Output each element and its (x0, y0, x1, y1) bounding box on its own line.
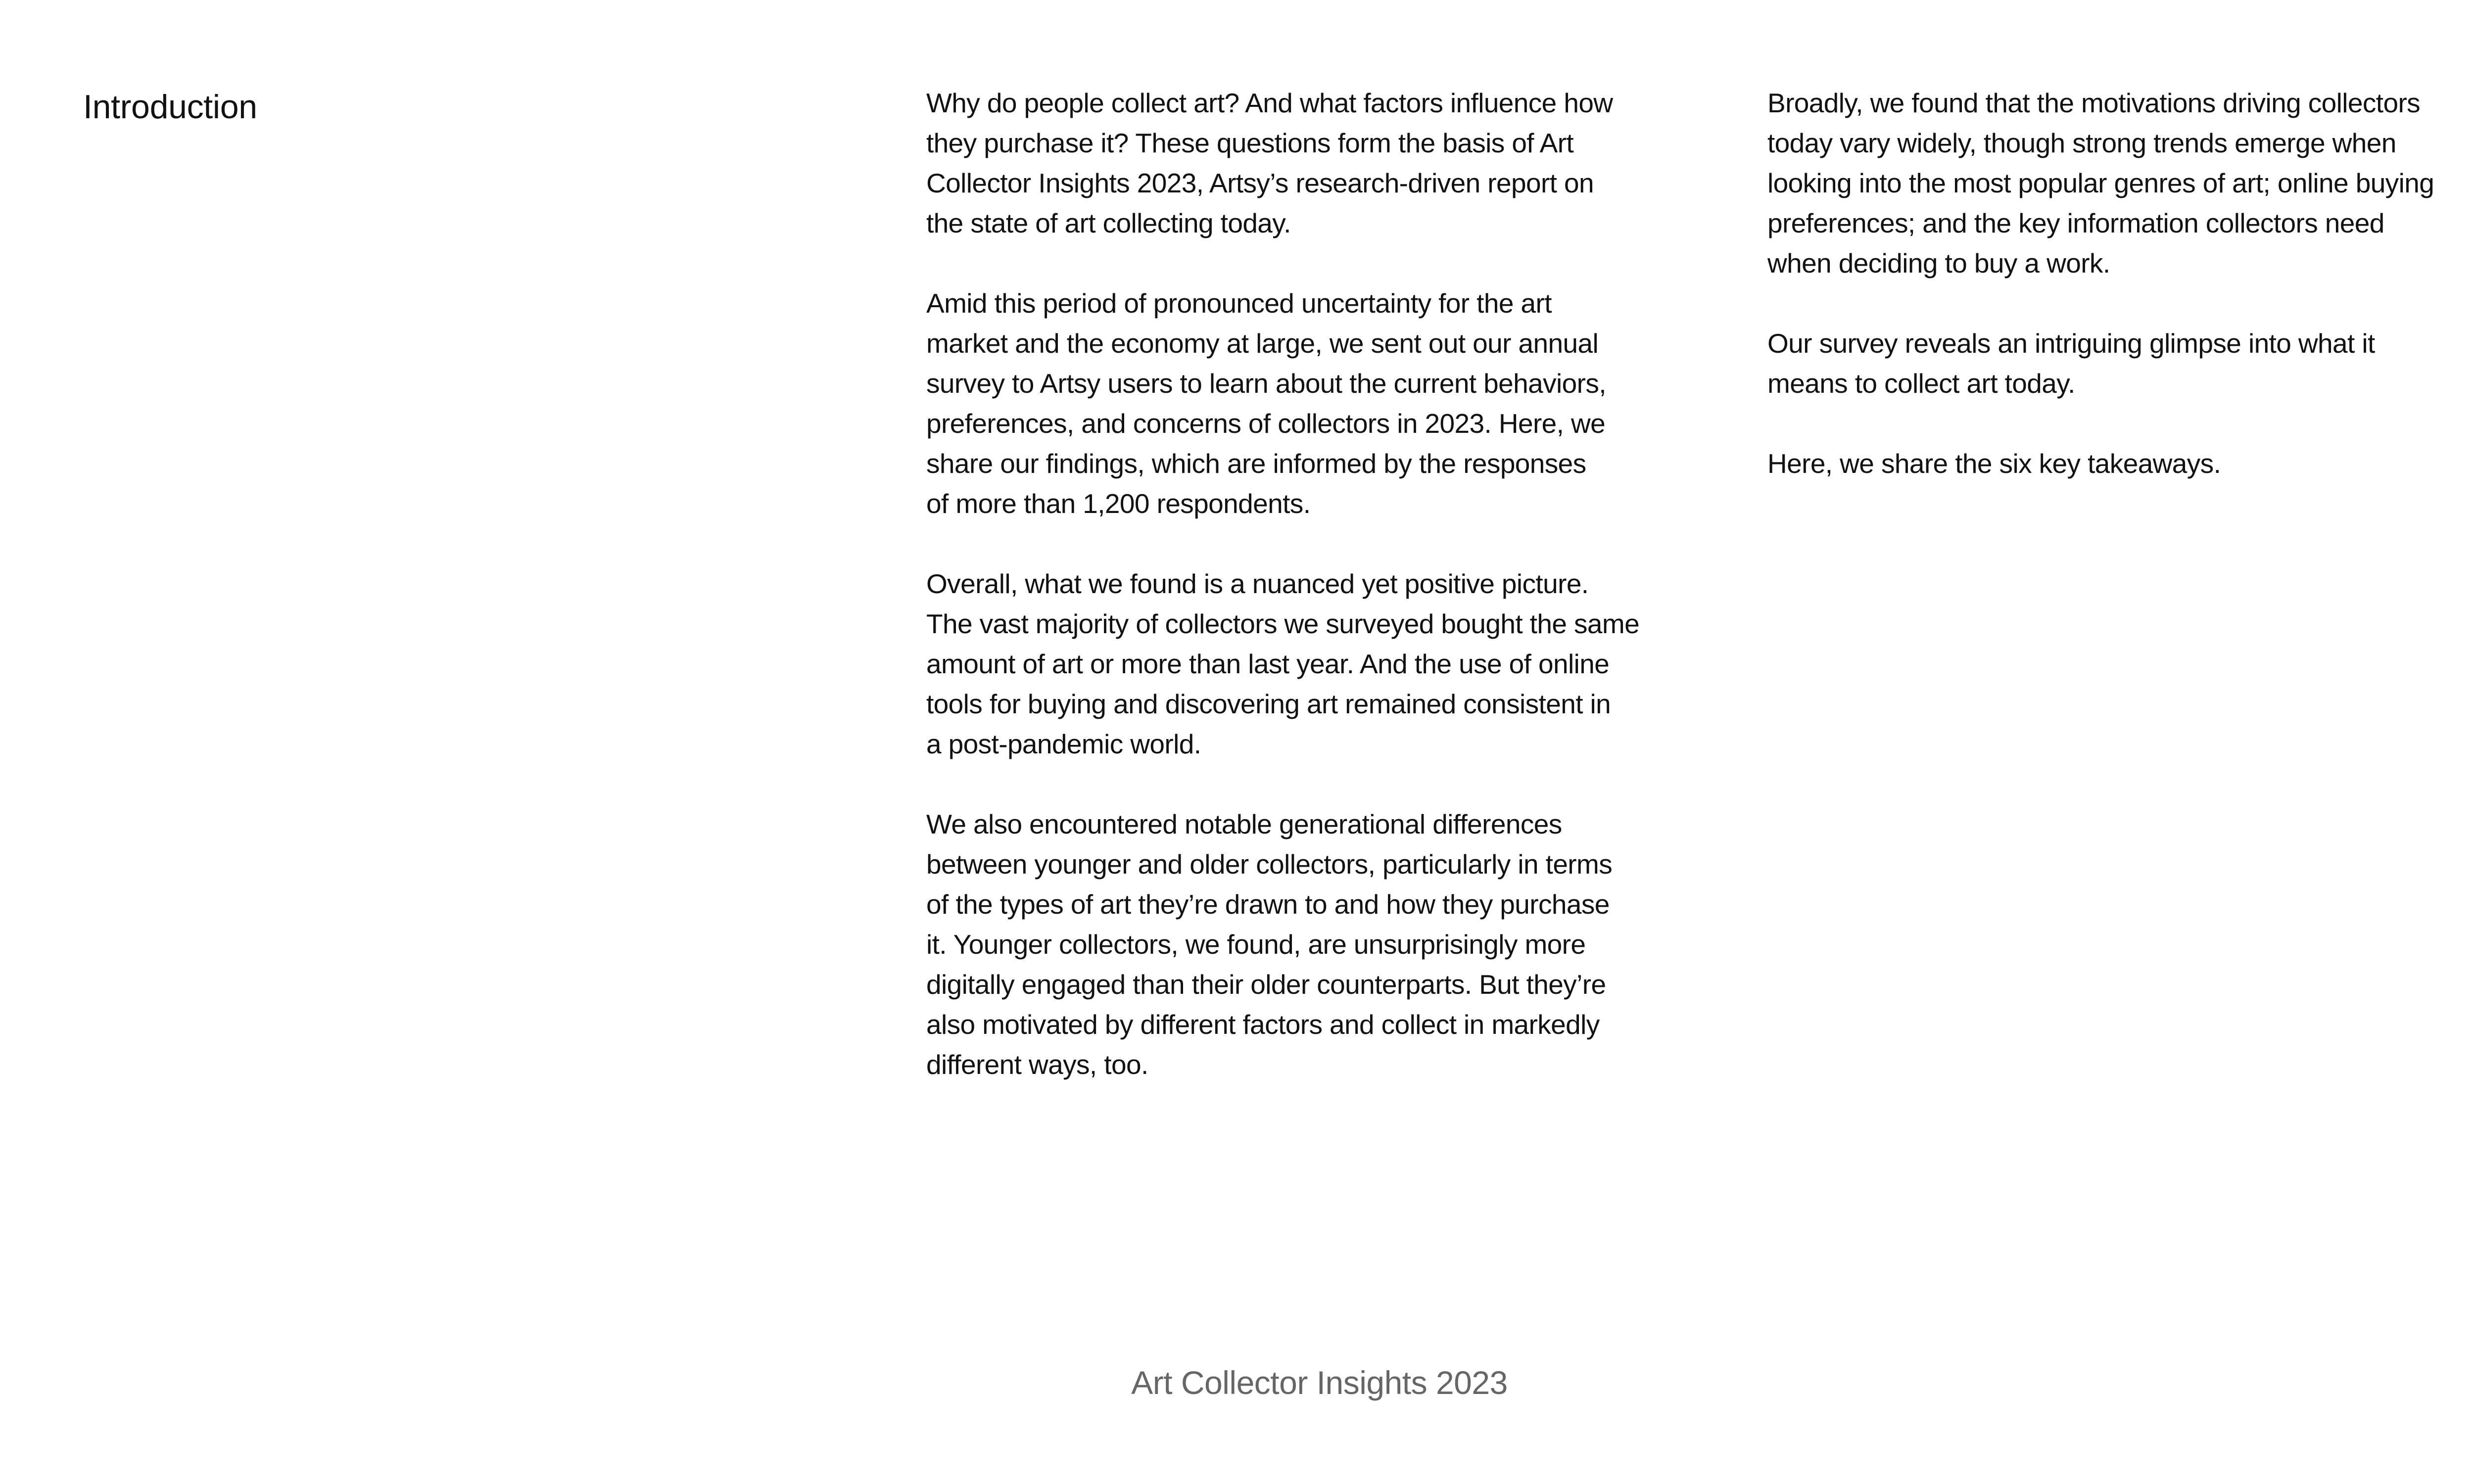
paragraph: Broadly, we found that the motivations driving collectors today vary widely, though strong trends emerge when looking into the most popular genres of art; online buying preferences; and the key information collectors need when deciding to buy a work. (1767, 88, 2434, 278)
paragraph: Overall, what we found is a nuanced yet positive picture. The vast majority of collectors we surveyed bought the same amount of art or more than last year. And the use of online tools for buying and discovering art remained consistent in a post-pandemic world. (926, 568, 1640, 759)
footer-report-title: Art Collector Insights 2023 (1131, 1364, 1508, 1401)
paragraph: We also encountered notable generational differences between younger and older collectors, particularly in terms of the types of art they’re drawn to and how they purchase it. Younger collectors, we found, are unsurprisingly more digitally engaged than their older counterparts. But they’re also motivated by different factors and collect in markedly different ways, too. (926, 809, 1613, 1080)
paragraph: Why do people collect art? And what factors influence how they purchase it? These questions form the basis of Art Collector Insights 2023, Artsy’s research-driven report on the state of art collecting today. (926, 88, 1613, 238)
paragraph: Our survey reveals an intriguing glimpse into what it means to collect art today. (1767, 328, 2375, 399)
body-column-left (926, 83, 1713, 1125)
section-heading: Introduction (83, 88, 257, 126)
body-column-right (1767, 83, 2474, 524)
paragraph: Amid this period of pronounced uncertainty for the art market and the economy at large, we sent out our annual survey to Artsy users to learn about the current behaviors, preferences, and concerns of collectors in 2023. Here, we share our findings, which are informed by the responses of more than 1,200 respondents. (926, 288, 1606, 519)
paragraph: Here, we share the six key takeaways. (1767, 448, 2221, 479)
